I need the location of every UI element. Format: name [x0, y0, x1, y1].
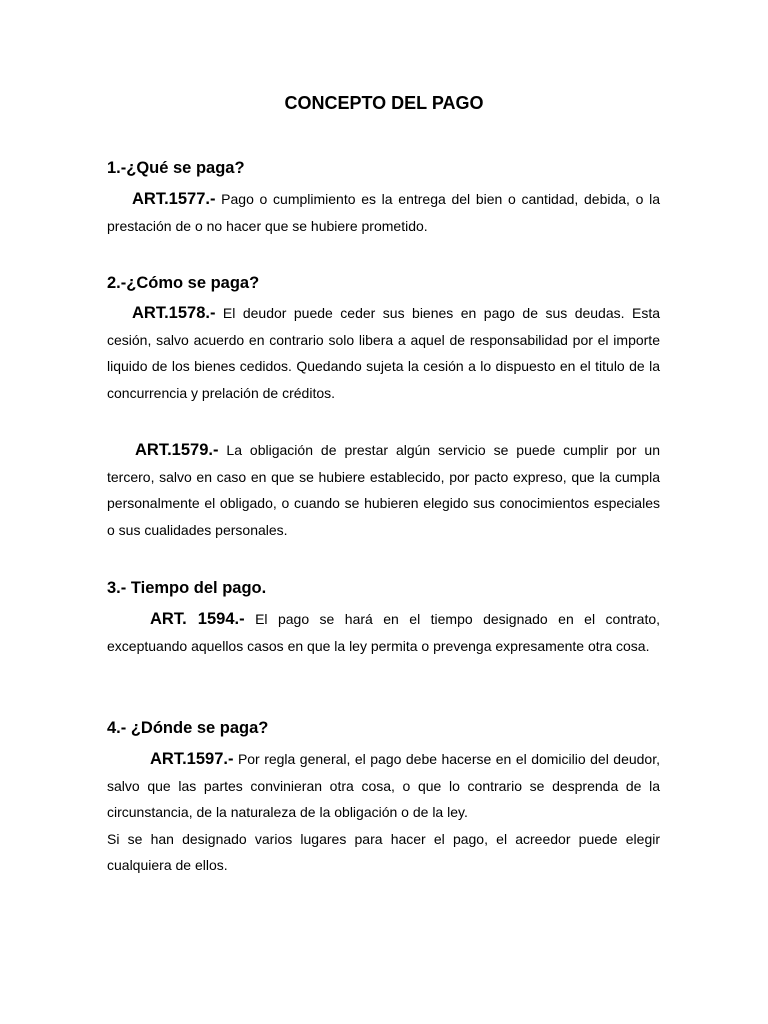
article-label: ART.1577.-	[132, 190, 216, 208]
section-heading-donde-se-paga: 4.- ¿Dónde se paga?	[107, 719, 269, 737]
article-1577	[107, 186, 660, 239]
article-text: El pago se hará en el tiempo designado en el contrato, exceptuando aquellos casos en que la ley permita o prevenga expresamente otra cosa.	[107, 611, 661, 654]
section-heading-que-se-paga: 1.-¿Qué se paga?	[107, 159, 245, 177]
article-label: ART.1578.-	[132, 304, 216, 322]
article-text: Por regla general, el pago debe hacerse en el domicilio del deudor, salvo que las partes convinieran otra cosa, o que lo contrario se desprenda de la circunstancia, de la naturaleza de la obligación o de la ley.	[107, 751, 660, 820]
section-heading-tiempo-del-pago: 3.- Tiempo del pago.	[107, 579, 267, 597]
article-text: Pago o cumplimiento es la entrega del bien o cantidad, debida, o la prestación de o no hacer que se hubiere prometido.	[107, 191, 661, 234]
section-heading-como-se-paga: 2.-¿Cómo se paga?	[107, 274, 260, 292]
article-label: ART.1579.-	[135, 441, 219, 459]
article-text: La obligación de prestar algún servicio se puede cumplir por un tercero, salvo en caso en que se hubiere establecido, por pacto expreso, que la cumpla personalmente el obligado, o cuando se hubieren elegido sus conocimientos especiales o sus cualidades personales.	[107, 442, 661, 538]
article-1579	[107, 437, 660, 543]
article-1594	[107, 606, 660, 659]
article-1597	[107, 746, 660, 879]
article-extra-paragraph: Si se han designado varios lugares para hacer el pago, el acreedor puede elegir cualquiera de ellos.	[107, 830, 660, 873]
article-text: El deudor puede ceder sus bienes en pago de sus deudas. Esta cesión, salvo acuerdo en contrario solo libera a aquel de responsabilidad por el importe liquido de los bienes cedidos. Quedando sujeta la cesión a lo dispuesto en el titulo de la concurrencia y prelación de créditos.	[107, 305, 660, 401]
article-label: ART. 1594.-	[150, 610, 245, 628]
document-title: CONCEPTO DEL PAGO	[284, 93, 484, 113]
article-1578	[107, 300, 660, 406]
article-label: ART.1597.-	[150, 750, 234, 768]
